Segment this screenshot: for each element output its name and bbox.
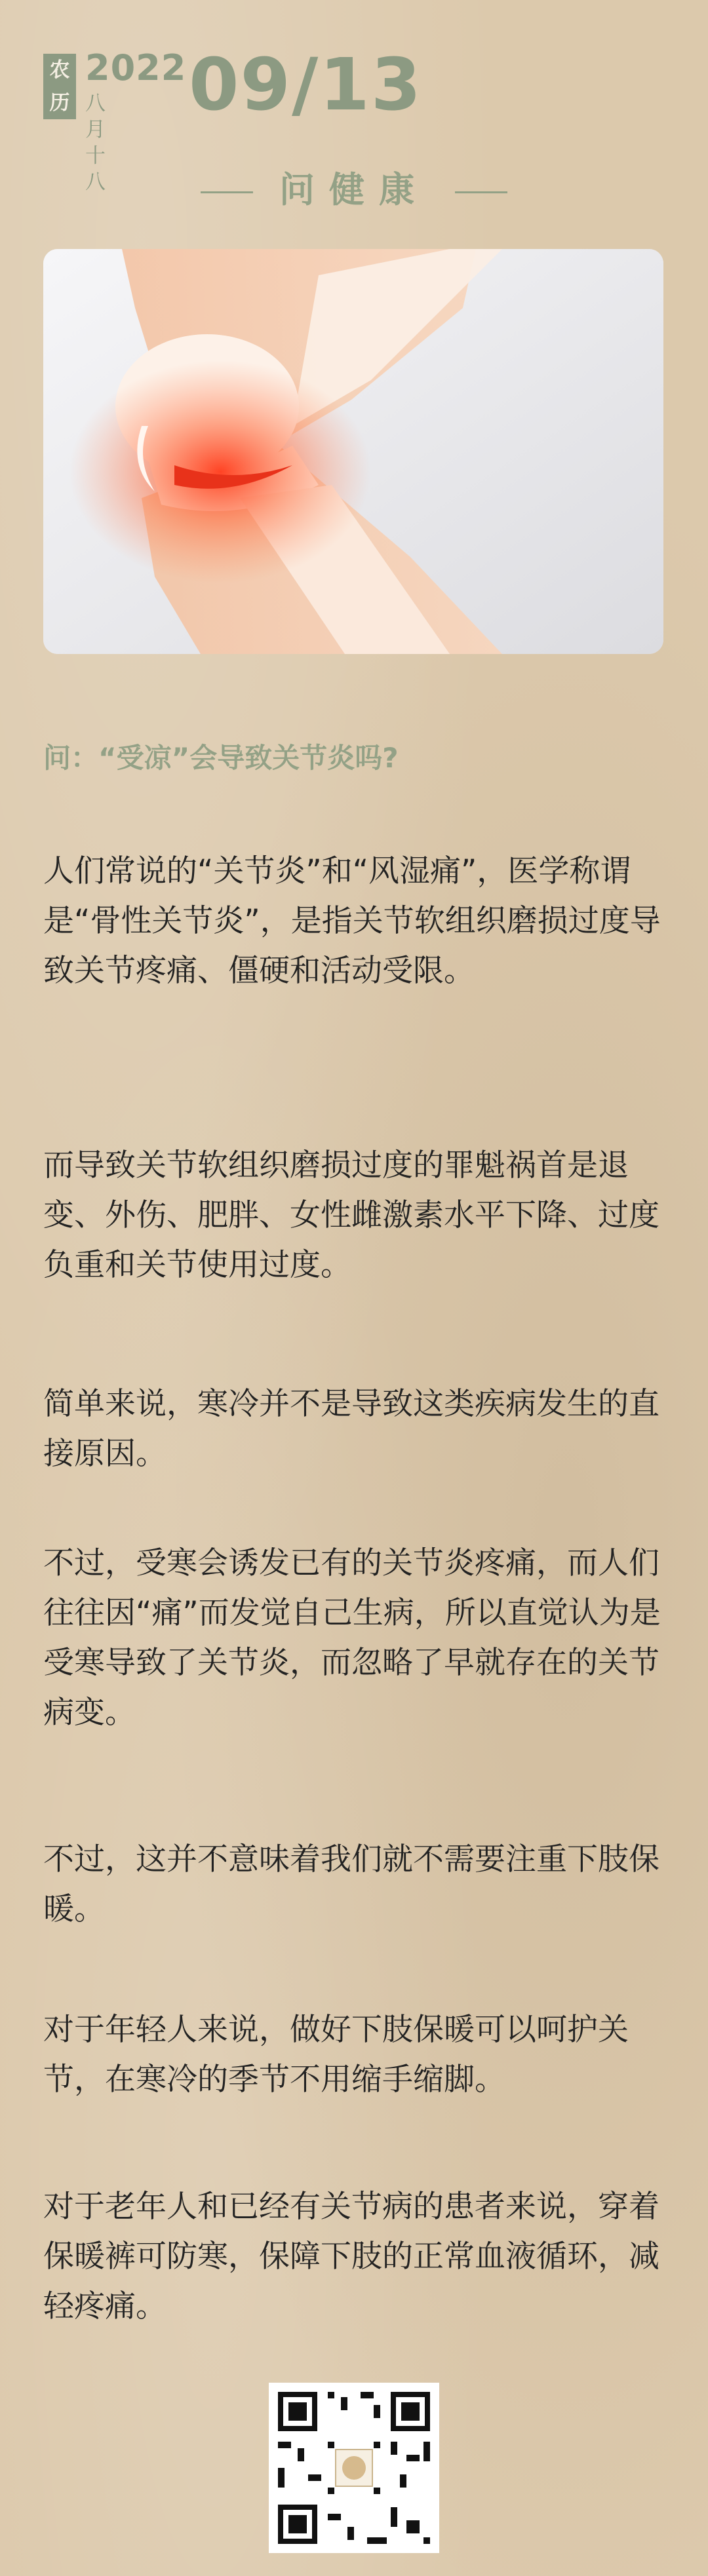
paragraph-1: 人们常说的“关节炎”和“风湿痛”，医学称谓是“骨性关节炎”，是指关节软组织磨损过度导致关节疼痛、僵硬和活动受限。 <box>43 853 661 989</box>
nongli-label: 农历 <box>49 58 70 115</box>
paragraph-7: 对于老年人和已经有关节病的患者来说，穿着保暖裤可防寒，保障下肢的正常血液循环，减轻疼痛。 <box>43 2189 659 2324</box>
paragraph-4: 不过，受寒会诱发已有的关节炎疼痛，而人们往往因“痛”而发觉自己生病，所以直觉认为是受寒导致了关节炎，而忽略了早就存在的关节病变。 <box>43 1545 661 1731</box>
section-title-text: 问健康 <box>279 169 429 210</box>
section-title <box>0 164 708 216</box>
hero-image <box>43 249 663 654</box>
qr-code <box>269 2383 439 2553</box>
year: 2022 <box>85 47 187 88</box>
qr-code-icon <box>269 2383 439 2553</box>
paragraph-6: 对于年轻人来说，做好下肢保暖可以呵护关节，在寒冷的季节不用缩手缩脚。 <box>43 2012 629 2098</box>
paragraph-3: 简单来说，寒冷并不是导致这类疾病发生的直接原因。 <box>43 1386 659 1472</box>
paragraph-2: 而导致关节软组织磨损过度的罪魁祸首是退变、外伤、肥胖、女性雌激素水平下降、过度负重和关节使用过度。 <box>43 1147 659 1283</box>
knee-joint-illustration-icon <box>43 249 663 654</box>
question-heading: 问：“受凉”会导致关节炎吗? <box>43 742 399 774</box>
nongli-badge <box>43 54 76 119</box>
title-divider-left <box>201 191 253 193</box>
paragraph-5: 不过，这并不意味着我们就不需要注重下肢保暖。 <box>43 1841 659 1927</box>
title-divider-right <box>455 191 507 193</box>
calendar-date: 09/13 <box>189 43 423 126</box>
lunar-date: 八月十八 <box>85 92 108 194</box>
